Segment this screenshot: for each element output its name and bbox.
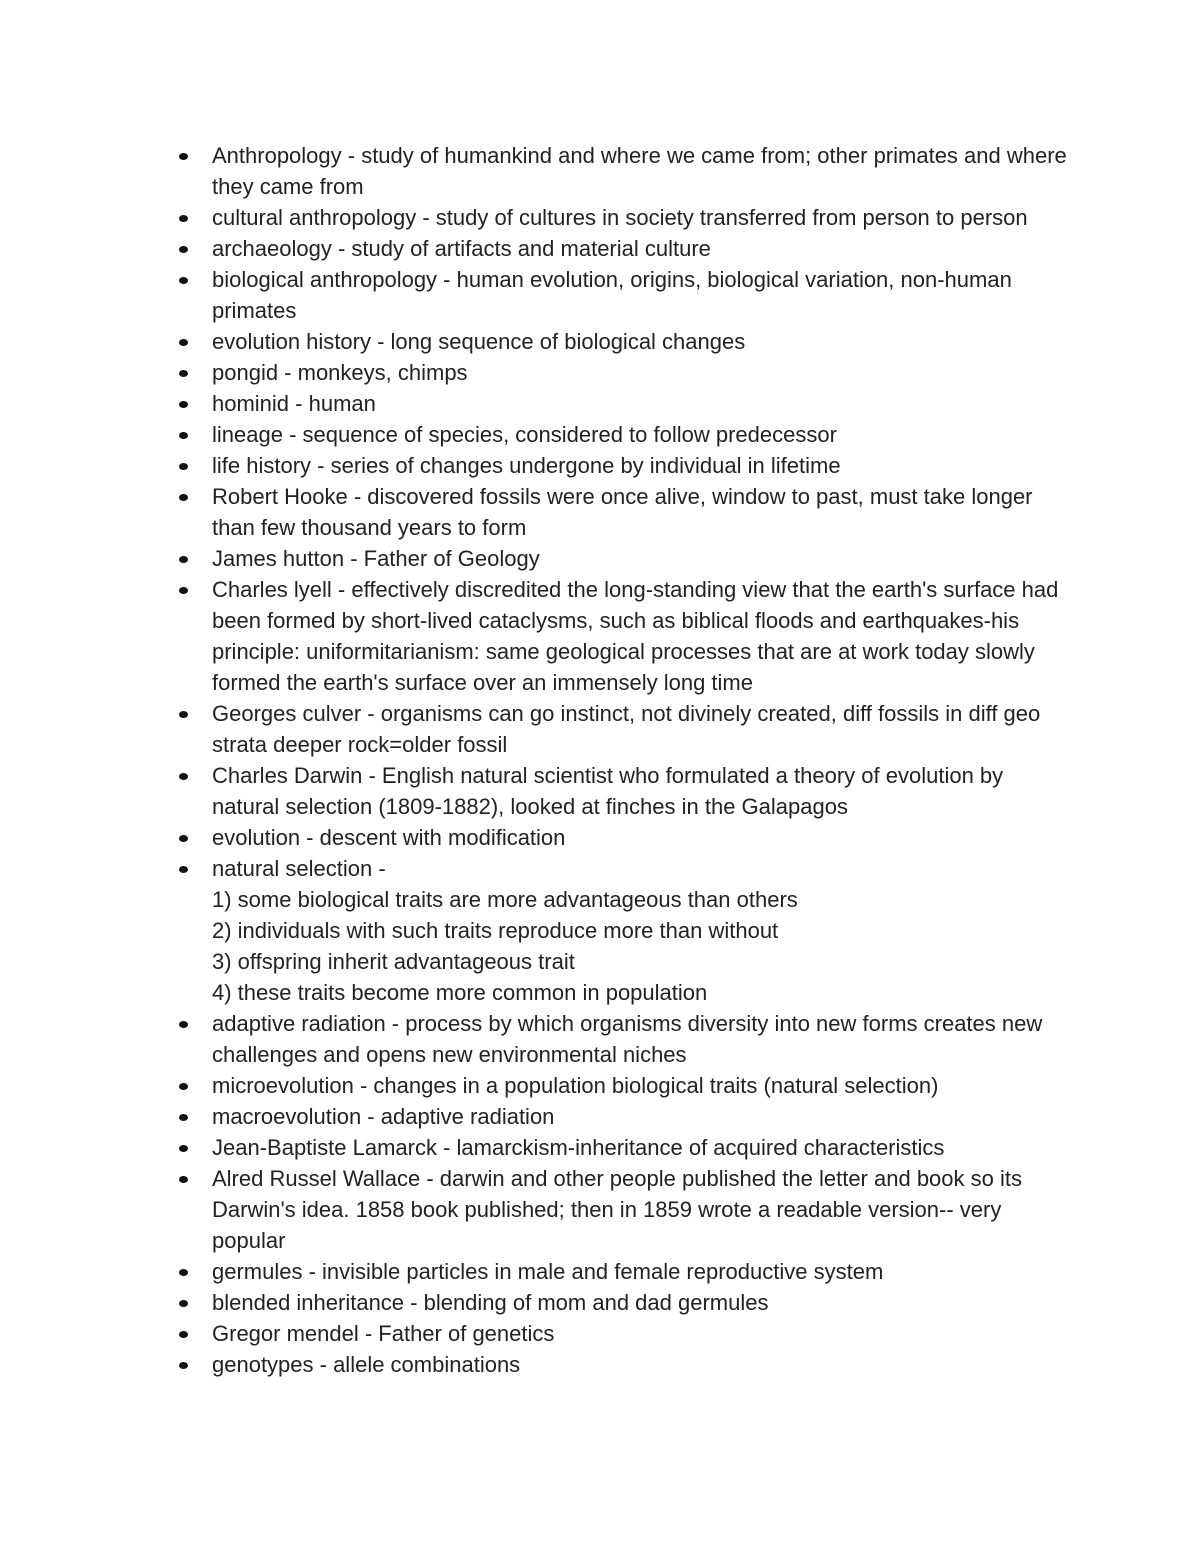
list-item xyxy=(212,481,1072,543)
note-text: Anthropology - study of humankind and where we came from; other primates and where they came from xyxy=(212,143,1067,199)
bullet-dot-icon xyxy=(179,277,188,284)
bullet-dot-icon xyxy=(179,463,188,470)
step-item: 4) these traits become more common in population xyxy=(212,980,708,1005)
bullet-dot-icon xyxy=(179,711,188,718)
bullet-dot-icon xyxy=(179,401,188,408)
bullet-dot-icon xyxy=(179,246,188,253)
list-item xyxy=(212,543,1072,574)
list-item xyxy=(212,1349,1072,1380)
bullet-dot-icon xyxy=(179,432,188,439)
note-text: hominid - human xyxy=(212,391,376,416)
notes-bullet-list xyxy=(212,140,1072,1380)
bullet-dot-icon xyxy=(179,1331,188,1338)
list-item xyxy=(212,388,1072,419)
note-text: pongid - monkeys, chimps xyxy=(212,360,468,385)
bullet-dot-icon xyxy=(179,339,188,346)
list-item xyxy=(212,760,1072,822)
note-text: archaeology - study of artifacts and material culture xyxy=(212,236,711,261)
bullet-dot-icon xyxy=(179,1362,188,1369)
list-item xyxy=(212,357,1072,388)
step-item: 1) some biological traits are more advantageous than others xyxy=(212,887,798,912)
list-item xyxy=(212,1256,1072,1287)
natural-selection-steps xyxy=(212,884,1072,1008)
list-item xyxy=(212,1163,1072,1256)
list-item xyxy=(212,822,1072,853)
list-item-natural-selection xyxy=(212,853,1072,1008)
bullet-dot-icon xyxy=(179,1176,188,1183)
note-text: evolution history - long sequence of biological changes xyxy=(212,329,746,354)
note-text: adaptive radiation - process by which organisms diversity into new forms creates new challenges and opens new environmental niches xyxy=(212,1011,1043,1067)
note-text: natural selection - xyxy=(212,856,386,881)
list-item xyxy=(212,1070,1072,1101)
note-text: Georges culver - organisms can go instinct, not divinely created, diff fossils in diff geo strata deeper rock=older fossil xyxy=(212,701,1041,757)
bullet-dot-icon xyxy=(179,1145,188,1152)
bullet-dot-icon xyxy=(179,1021,188,1028)
note-text: microevolution - changes in a population biological traits (natural selection) xyxy=(212,1073,939,1098)
bullet-dot-icon xyxy=(179,215,188,222)
note-text: Alred Russel Wallace - darwin and other people published the letter and book so its Darwin's idea. 1858 book published; then in 1859 wrote a readable version-- very popular xyxy=(212,1166,1022,1253)
bullet-dot-icon xyxy=(179,835,188,842)
note-text: Robert Hooke - discovered fossils were once alive, window to past, must take longer than few thousand years to form xyxy=(212,484,1033,540)
note-text: James hutton - Father of Geology xyxy=(212,546,540,571)
bullet-dot-icon xyxy=(179,494,188,501)
step-item: 3) offspring inherit advantageous trait xyxy=(212,949,575,974)
list-item xyxy=(212,202,1072,233)
list-item xyxy=(212,450,1072,481)
note-text: life history - series of changes undergone by individual in lifetime xyxy=(212,453,841,478)
note-text: Charles lyell - effectively discredited the long-standing view that the earth's surface had been formed by short-lived cataclysms, such as biblical floods and earthquakes-his principle: uniformitarianism: same geological processes that are at work today slowly formed the earth's surface over an immensely long time xyxy=(212,577,1059,695)
note-text: evolution - descent with modification xyxy=(212,825,566,850)
note-text: lineage - sequence of species, considered to follow predecessor xyxy=(212,422,837,447)
bullet-dot-icon xyxy=(179,556,188,563)
bullet-dot-icon xyxy=(179,1083,188,1090)
bullet-dot-icon xyxy=(179,1269,188,1276)
list-item xyxy=(212,326,1072,357)
note-text: Charles Darwin - English natural scientist who formulated a theory of evolution by natural selection (1809-1882), looked at finches in the Galapagos xyxy=(212,763,1004,819)
list-item xyxy=(212,140,1072,202)
list-item xyxy=(212,1287,1072,1318)
note-text: macroevolution - adaptive radiation xyxy=(212,1104,555,1129)
bullet-dot-icon xyxy=(179,773,188,780)
list-item xyxy=(212,233,1072,264)
bullet-dot-icon xyxy=(179,587,188,594)
note-text: cultural anthropology - study of cultures in society transferred from person to person xyxy=(212,205,1028,230)
list-item xyxy=(212,264,1072,326)
list-item xyxy=(212,574,1072,698)
note-text: germules - invisible particles in male and female reproductive system xyxy=(212,1259,884,1284)
list-item xyxy=(212,419,1072,450)
list-item xyxy=(212,1101,1072,1132)
bullet-dot-icon xyxy=(179,153,188,160)
bullet-dot-icon xyxy=(179,1114,188,1121)
bullet-dot-icon xyxy=(179,370,188,377)
note-text: blended inheritance - blending of mom and dad germules xyxy=(212,1290,769,1315)
list-item xyxy=(212,1008,1072,1070)
note-text: genotypes - allele combinations xyxy=(212,1352,521,1377)
note-text: biological anthropology - human evolution, origins, biological variation, non-human primates xyxy=(212,267,1012,323)
bullet-dot-icon xyxy=(179,866,188,873)
list-item xyxy=(212,1318,1072,1349)
note-text: Gregor mendel - Father of genetics xyxy=(212,1321,555,1346)
list-item xyxy=(212,698,1072,760)
list-item xyxy=(212,1132,1072,1163)
step-item: 2) individuals with such traits reproduce more than without xyxy=(212,918,779,943)
note-text: Jean-Baptiste Lamarck - lamarckism-inheritance of acquired characteristics xyxy=(212,1135,945,1160)
bullet-dot-icon xyxy=(179,1300,188,1307)
